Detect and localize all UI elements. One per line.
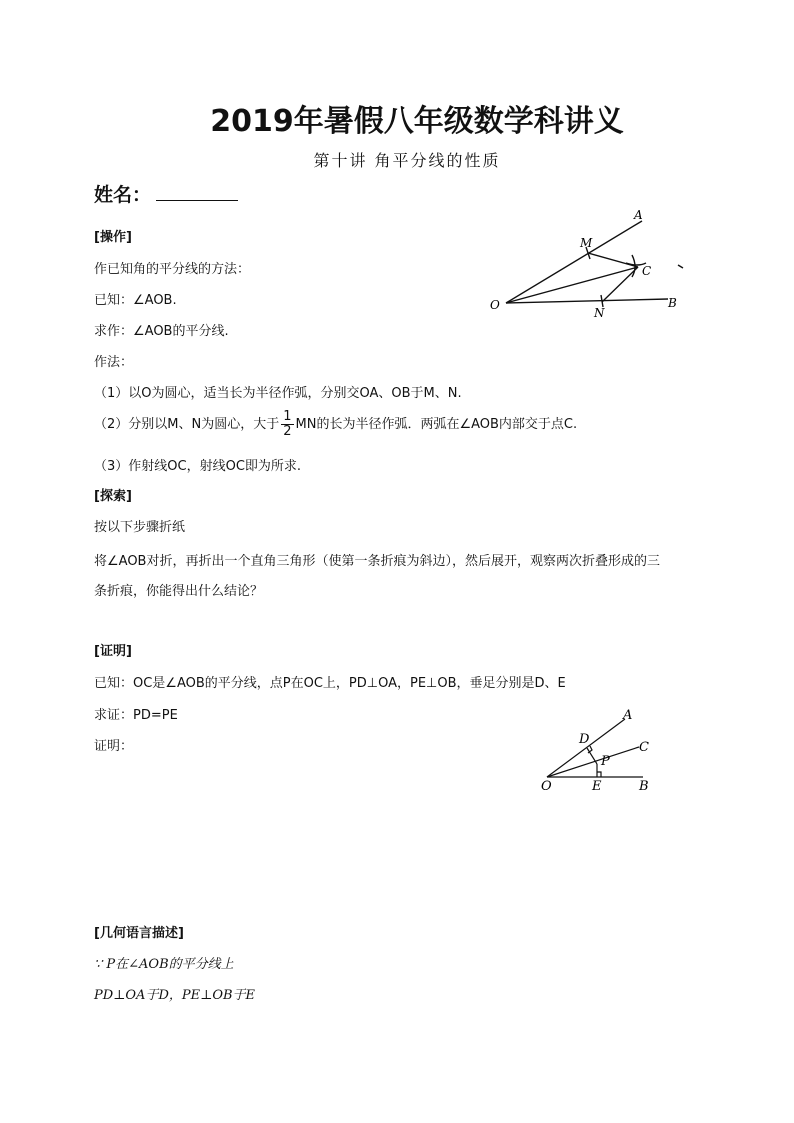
ray-ob: [506, 299, 668, 303]
ray-oa: [547, 719, 625, 777]
explore-line2: 将∠AOB对折，再折出一个直角三角形（使第一条折痕为斜边），然后展开，观察两次折叠形成的三: [94, 554, 660, 569]
fig1-label-o: O: [490, 298, 500, 312]
arc-mark: [678, 265, 683, 268]
step2-prefix: （2）分别以M、N为圆心，大于: [94, 417, 280, 432]
fig2-label-c: C: [639, 740, 649, 755]
figure-bisector-construction: [480, 205, 690, 320]
fig1-label-n: N: [594, 306, 605, 320]
name-blank-line: [156, 200, 238, 201]
fraction-denominator: 2: [283, 424, 292, 439]
explore-line1: 按以下步骤折纸: [94, 520, 186, 535]
proof-prove: 求证：PD=PE: [94, 708, 178, 723]
fig2-label-o: O: [541, 779, 552, 794]
fig1-label-m: M: [580, 236, 593, 250]
section-heading-geometry: [几何语言描述]: [94, 926, 184, 941]
operation-step3: （3）作射线OC，射线OC即为所求.: [94, 459, 302, 474]
operation-given: 已知：∠AOB.: [94, 293, 177, 308]
lecture-subtitle: 第十讲 角平分线的性质: [313, 151, 501, 170]
fig2-label-a: A: [623, 708, 633, 723]
proof-given: 已知：OC是∠AOB的平分线，点P在OC上，PD⊥OA，PE⊥OB，垂足分别是D、E: [94, 676, 566, 691]
operation-task: 求作：∠AOB的平分线.: [94, 324, 229, 339]
figure-perpendiculars: [535, 705, 665, 795]
step2-suffix: MN的长为半径作弧．两弧在∠AOB内部交于点C.: [295, 417, 578, 432]
fig2-label-b: B: [639, 779, 649, 794]
fig1-label-a: A: [634, 208, 643, 222]
ray-oc: [506, 267, 638, 303]
explore-line3: 条折痕，你能得出什么结论？: [94, 584, 264, 599]
geometry-line2: PD⊥OA于D，PE⊥OB于E: [94, 988, 256, 1003]
fig1-label-b: B: [668, 296, 677, 310]
section-heading-explore: [探索]: [94, 489, 132, 504]
section-heading-operation: [操作]: [94, 230, 132, 245]
operation-method: 作法：: [94, 355, 134, 370]
section-heading-proof: [证明]: [94, 644, 132, 659]
operation-step2: [94, 408, 577, 442]
fig2-label-d: D: [579, 732, 590, 747]
fig1-label-c: C: [642, 264, 652, 278]
name-label: 姓名：: [94, 184, 152, 206]
operation-intro: 作已知角的平分线的方法：: [94, 262, 251, 277]
geometry-line1: ∵ P在∠AOB的平分线上: [94, 957, 234, 972]
ray-oc: [547, 747, 639, 777]
fig2-label-e: E: [592, 779, 602, 794]
fig2-label-p: P: [601, 754, 610, 769]
proof-label: 证明：: [94, 739, 134, 754]
fraction-one-half: [281, 410, 293, 439]
operation-step1: （1）以O为圆心，适当长为半径作弧，分别交OA、OB于M、N.: [94, 386, 462, 401]
page-title: 2019年暑假八年级数学科讲义: [210, 104, 624, 139]
fraction-numerator: 1: [283, 409, 292, 424]
